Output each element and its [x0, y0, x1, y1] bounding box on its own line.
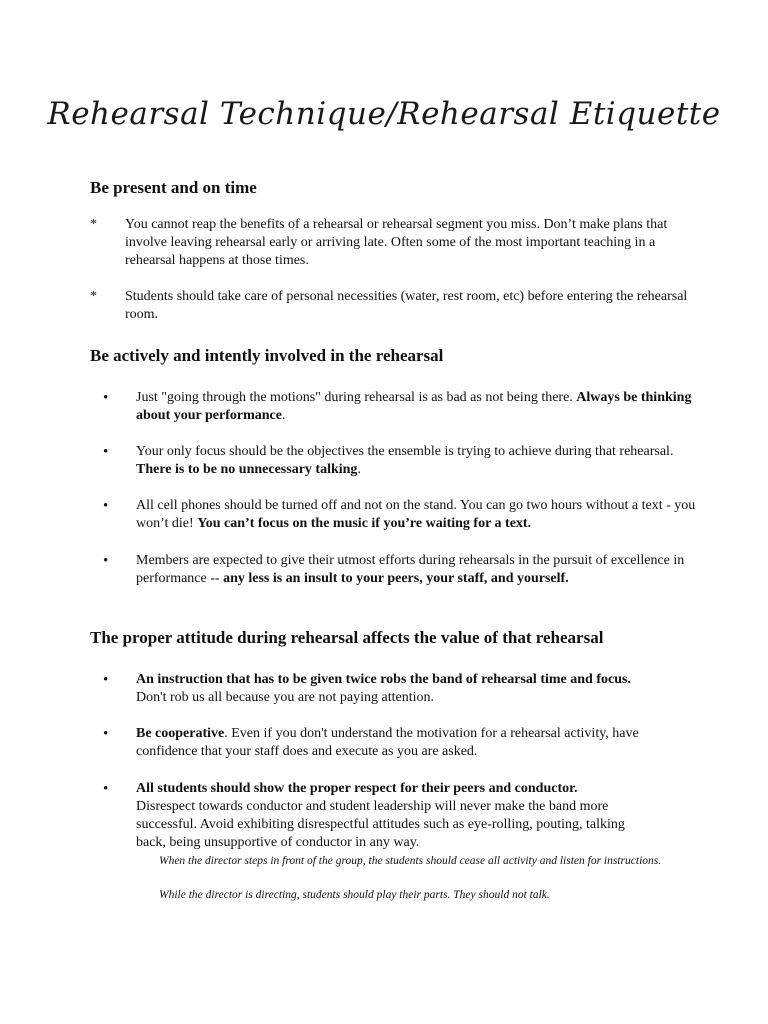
asterisk-marker: * — [90, 217, 97, 232]
bullet-marker: • — [103, 498, 109, 514]
bullet-marker: • — [103, 726, 109, 742]
list-item: Members are expected to give their utmost efforts during rehearsals in the pursuit of excellence in performance -- any less is an insult to your peers, your staff, and yourself. — [136, 553, 685, 586]
section-heading-attitude: The proper attitude during rehearsal affects the value of that rehearsal — [90, 628, 604, 647]
list-item: You cannot reap the benefits of a rehearsal or rehearsal segment you miss. Don’t make plans that involve leaving rehearsal early or arriving late. Often some of the most important teaching in a rehearsal happens at those times. — [125, 217, 668, 268]
list-item: All students should show the proper respect for their peers and conductor. Disrespect towards conductor and student leadership will never make the band more successful. Avoid exhibiting disrespectful attitudes such as eye-rolling, pouting, talking back, being unsupportive of conductor in any way. — [136, 781, 625, 850]
list-item: An instruction that has to be given twice robs the band of rehearsal time and focus. Don't rob us all because you are not paying attention. — [136, 672, 631, 705]
italic-note: While the director is directing, students should play their parts. They should not talk. — [159, 889, 550, 901]
list-item: All cell phones should be turned off and not on the stand. You can go two hours without a text - you won’t die! You can’t focus on the music if you’re waiting for a text. — [136, 498, 696, 531]
bullet-marker: • — [103, 444, 109, 460]
bullet-marker: • — [103, 781, 109, 797]
list-item: Be cooperative. Even if you don't understand the motivation for a rehearsal activity, have confidence that your staff does and execute as you are asked. — [136, 726, 639, 759]
bullet-marker: • — [103, 672, 109, 688]
italic-note: When the director steps in front of the group, the students should cease all activity and listen for instructions. — [159, 855, 662, 867]
section-heading-involved: Be actively and intently involved in the rehearsal — [90, 346, 444, 365]
list-item: Just "going through the motions" during rehearsal is as bad as not being there. Always be thinking about your performance. — [136, 390, 692, 423]
list-item: Students should take care of personal necessities (water, rest room, etc) before entering the rehearsal room. — [125, 289, 688, 322]
bullet-marker: • — [103, 390, 109, 406]
bullet-marker: • — [103, 553, 109, 569]
asterisk-marker: * — [90, 289, 97, 304]
section-heading-present: Be present and on time — [90, 178, 257, 197]
list-item: Your only focus should be the objectives the ensemble is trying to achieve during that rehearsal. There is to be no unnecessary talking. — [136, 444, 674, 477]
document-title: Rehearsal Technique/Rehearsal Etiquette — [47, 96, 721, 132]
